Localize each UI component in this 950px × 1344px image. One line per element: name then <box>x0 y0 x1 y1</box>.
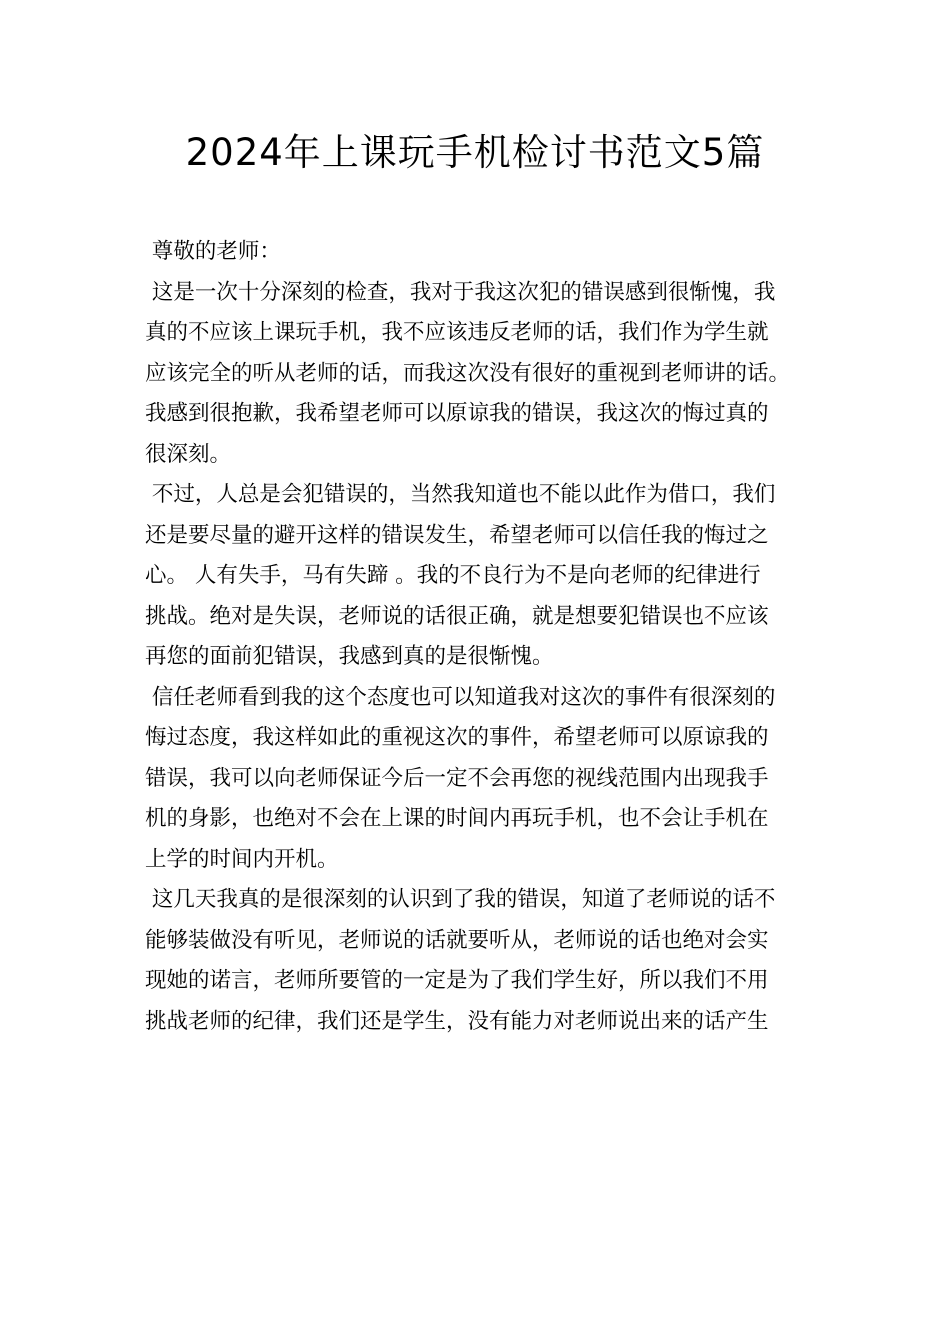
text-line: 还是要尽量的避开这样的错误发生，希望老师可以信任我的悔过之 <box>145 522 769 548</box>
text-line: 很深刻。 <box>145 441 232 467</box>
text-line: 机的身影，也绝对不会在上课的时间内再玩手机，也不会让手机在 <box>145 806 769 831</box>
text-line: 尊敬的老师： <box>145 239 281 264</box>
text-line: 挑战老师的纪律，我们还是学生，没有能力对老师说出来的话产生 <box>145 1008 769 1034</box>
text-line: 挑战。绝对是失误，老师说的话很正确，就是想要犯错误也不应该 <box>145 603 769 629</box>
text-line: 心。 人有失手，马有失蹄 。我的不良行为不是向老师的纪律进行 <box>145 563 761 588</box>
text-line: 现她的诺言，老师所要管的一定是为了我们学生好，所以我们不用 <box>145 968 769 993</box>
text-line: 应该完全的听从老师的话，而我这次没有很好的重视到老师讲的话。 <box>145 360 791 386</box>
text-line: 上学的时间内开机。 <box>145 846 339 872</box>
text-line: 信任老师看到我的这个态度也可以知道我对这次的事件有很深刻的 <box>145 684 776 710</box>
text-line: 这几天我真的是很深刻的认识到了我的错误，知道了老师说的话不 <box>145 887 776 912</box>
text-line: 悔过态度，我这样如此的重视这次的事件，希望老师可以原谅我的 <box>145 725 769 750</box>
text-line: 这是一次十分深刻的检查，我对于我这次犯的错误感到很惭愧，我 <box>145 279 776 305</box>
text-line: 再您的面前犯错误，我感到真的是很惭愧。 <box>145 644 554 669</box>
text-line: 我感到很抱歉，我希望老师可以原谅我的错误，我这次的悔过真的 <box>145 401 769 426</box>
document-title: 2024年上课玩手机检讨书范文5篇 <box>185 131 765 174</box>
text-line: 真的不应该上课玩手机，我不应该违反老师的话，我们作为学生就 <box>145 320 769 345</box>
text-line: 错误，我可以向老师保证今后一定不会再您的视线范围内出现我手 <box>145 765 769 791</box>
text-line: 不过，人总是会犯错误的，当然我知道也不能以此作为借口，我们 <box>145 482 776 507</box>
document-body <box>145 232 825 1042</box>
text-line: 能够装做没有听见，老师说的话就要听从，老师说的话也绝对会实 <box>145 927 769 953</box>
